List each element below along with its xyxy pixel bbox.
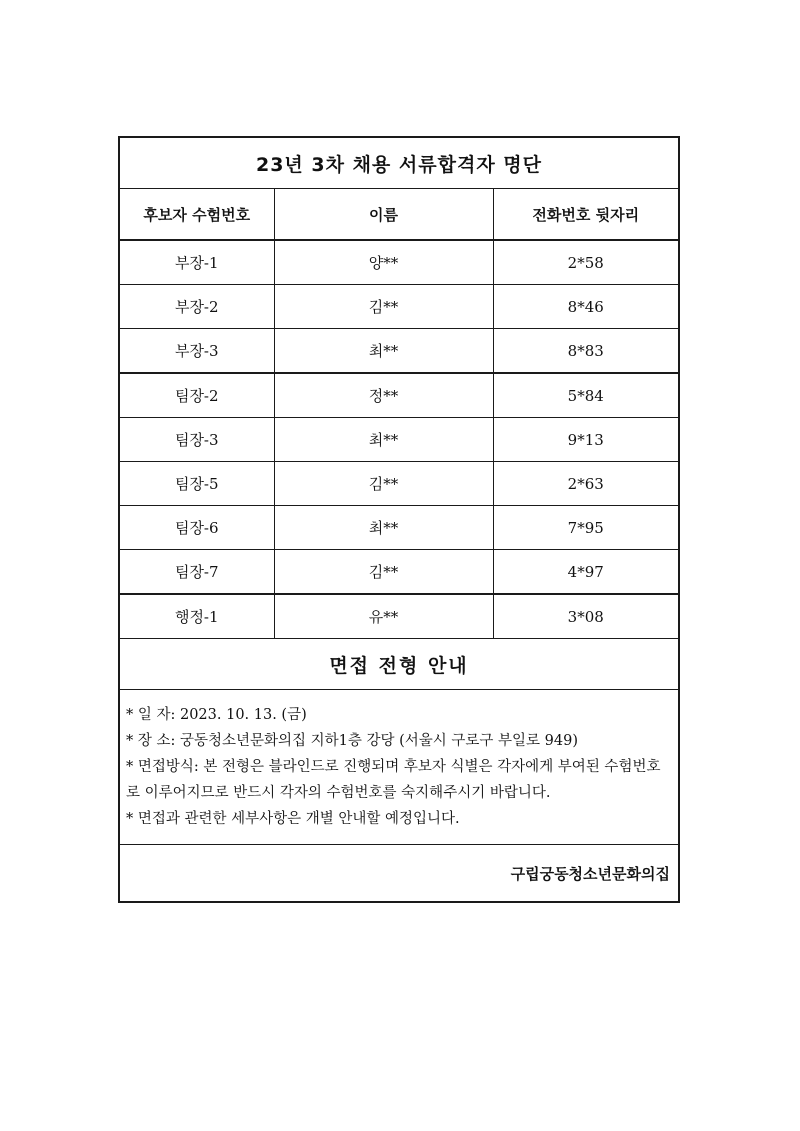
interview-method-note: * 면접방식: 본 전형은 블라인드로 진행되며 후보자 식별은 각자에게 부여된 수험번호로 이루어지므로 반드시 각자의 수험번호를 숙지해주시기 바랍니다. [126, 759, 661, 801]
phone-cell: 5*84 [493, 373, 678, 418]
name-cell: 양** [274, 240, 493, 285]
candidate-id-cell: 행정-1 [120, 594, 274, 639]
table-row [120, 240, 678, 285]
table-row [120, 594, 678, 639]
candidate-id-cell: 부장-1 [120, 240, 274, 285]
name-cell: 정** [274, 373, 493, 418]
phone-cell: 8*46 [493, 285, 678, 329]
interview-location-note: * 장 소: 궁동청소년문화의집 지하1층 강당 (서울시 구로구 부일로 949) [126, 733, 579, 749]
header-phone: 전화번호 뒷자리 [493, 189, 678, 240]
organization-name: 구립궁동청소년문화의집 [510, 864, 670, 883]
name-cell: 김** [274, 462, 493, 506]
candidate-id-cell: 팀장-6 [120, 506, 274, 550]
name-cell: 최** [274, 506, 493, 550]
table-row [120, 506, 678, 550]
interview-guide-notes [120, 690, 678, 845]
table-row [120, 329, 678, 374]
phone-cell: 8*83 [493, 329, 678, 374]
table-row [120, 285, 678, 329]
interview-guide-title: 면접 전형 안내 [120, 639, 678, 690]
header-name: 이름 [274, 189, 493, 240]
interview-details-note: * 면접과 관련한 세부사항은 개별 안내할 예정입니다. [126, 811, 460, 827]
candidate-table [120, 189, 678, 639]
name-cell: 유** [274, 594, 493, 639]
name-cell: 김** [274, 285, 493, 329]
phone-cell: 9*13 [493, 418, 678, 462]
candidate-id-cell: 부장-2 [120, 285, 274, 329]
table-row [120, 418, 678, 462]
phone-cell: 7*95 [493, 506, 678, 550]
phone-cell: 3*08 [493, 594, 678, 639]
phone-cell: 4*97 [493, 550, 678, 595]
interview-date-note: * 일 자: 2023. 10. 13. (금) [126, 707, 307, 723]
table-row [120, 550, 678, 595]
phone-cell: 2*63 [493, 462, 678, 506]
candidate-id-cell: 부장-3 [120, 329, 274, 374]
candidate-id-cell: 팀장-5 [120, 462, 274, 506]
header-candidate-id: 후보자 수험번호 [120, 189, 274, 240]
document-frame [118, 136, 680, 903]
phone-cell: 2*58 [493, 240, 678, 285]
table-header-row [120, 189, 678, 240]
candidate-id-cell: 팀장-2 [120, 373, 274, 418]
name-cell: 최** [274, 418, 493, 462]
candidate-id-cell: 팀장-7 [120, 550, 274, 595]
table-row [120, 462, 678, 506]
name-cell: 최** [274, 329, 493, 374]
page-title: 23년 3차 채용 서류합격자 명단 [120, 138, 678, 189]
table-row [120, 373, 678, 418]
name-cell: 김** [274, 550, 493, 595]
candidate-id-cell: 팀장-3 [120, 418, 274, 462]
